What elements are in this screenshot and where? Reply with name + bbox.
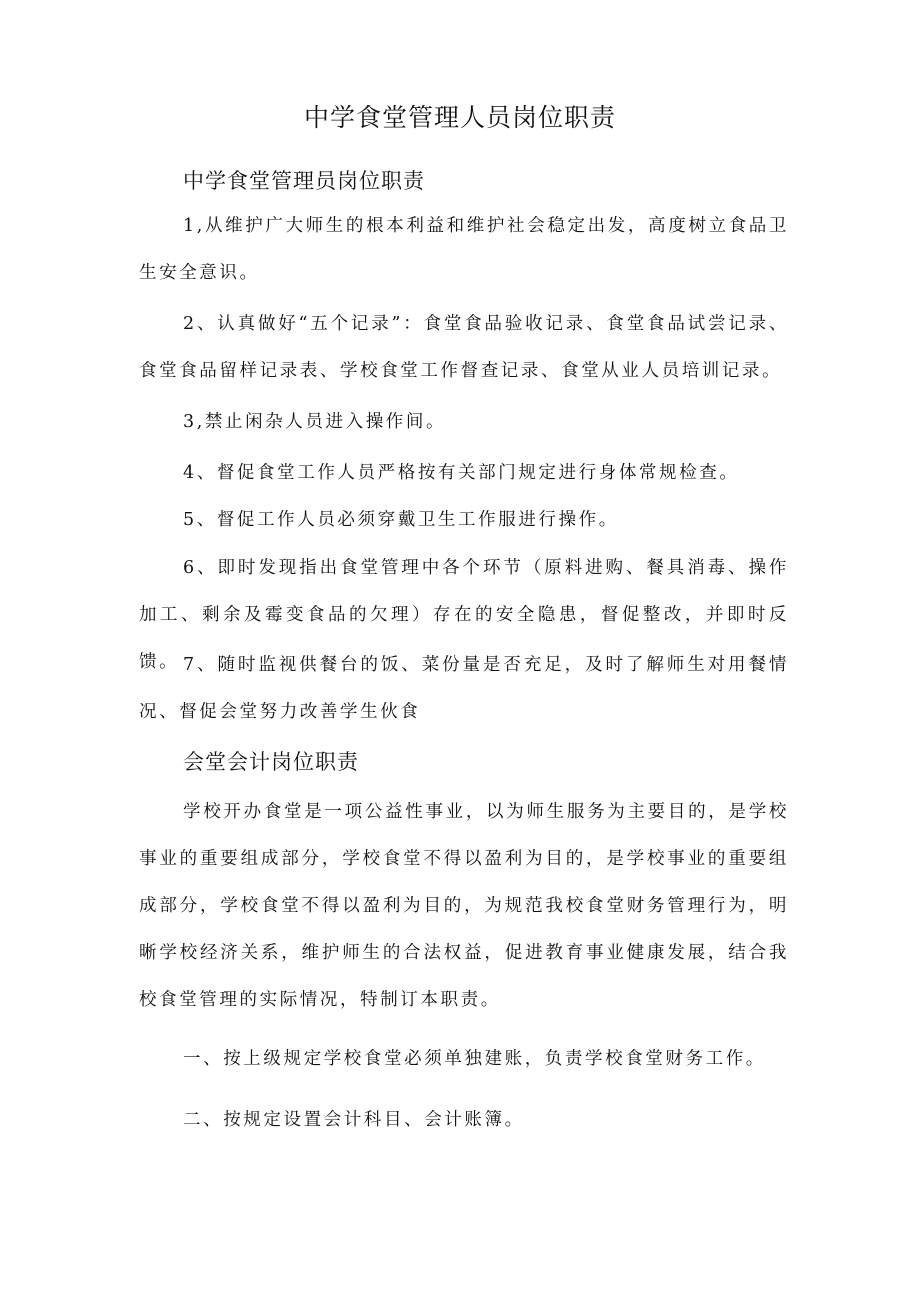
accountant-item-1: 一、按上级规定学校食堂必须单独建账，负责学校食堂财务工作。 (183, 1049, 766, 1069)
duty-item-5: 5、督促工作人员必须穿戴卫生工作服进行操作。 (183, 510, 619, 530)
duty-item-2: 2、认真做好“五个记录”：食堂食品验收记录、食堂食品试尝记录、食堂食品留样记录表、学校食堂工作督查记录、食堂从业人员培训记录。 (139, 314, 789, 381)
accountant-item-2: 二、按规定设置会计科目、会计账簿。 (183, 1110, 525, 1130)
duty-item-1: 1,从维护广大师生的根本利益和维护社会稳定出发，高度树立食品卫生安全意识。 (139, 216, 789, 283)
accountant-intro-paragraph: 学校开办食堂是一项公益性事业，以为师生服务为主要目的，是学校事业的重要组成部分，学校食堂不得以盈利为目的，是学校事业的重要组成部分，学校食堂不得以盈利为目的，为规范我校食堂财务管理行为，明晰学校经济关系，维护师生的合法权益，促进教育事业健康发展，结合我校食堂管理的实际情况，特制订本职责。 (139, 802, 789, 1010)
section-heading-accountant: 会堂会计岗位职责 (183, 750, 359, 774)
duty-item-6: 6、即时发现指出食堂管理中各个环节（原料进购、餐具消毒、操作加工、剩余及霉变食品的欠理）存在的安全隐患，督促整改，并即时反馈。 (139, 558, 789, 672)
duty-item-7: 7、随时监视供餐台的饭、菜份量是否充足，及时了解师生对用餐情况、督促会堂努力改善学生伙食 (139, 655, 789, 722)
duty-item-4: 4、督促食堂工作人员严格按有关部门规定进行身体常规检查。 (183, 463, 740, 483)
document-title: 中学食堂管理人员岗位职责 (303, 103, 616, 132)
section-heading-canteen-manager: 中学食堂管理员岗位职责 (183, 169, 425, 193)
duty-item-3: 3,禁止闲杂人员进入操作间。 (183, 412, 447, 432)
